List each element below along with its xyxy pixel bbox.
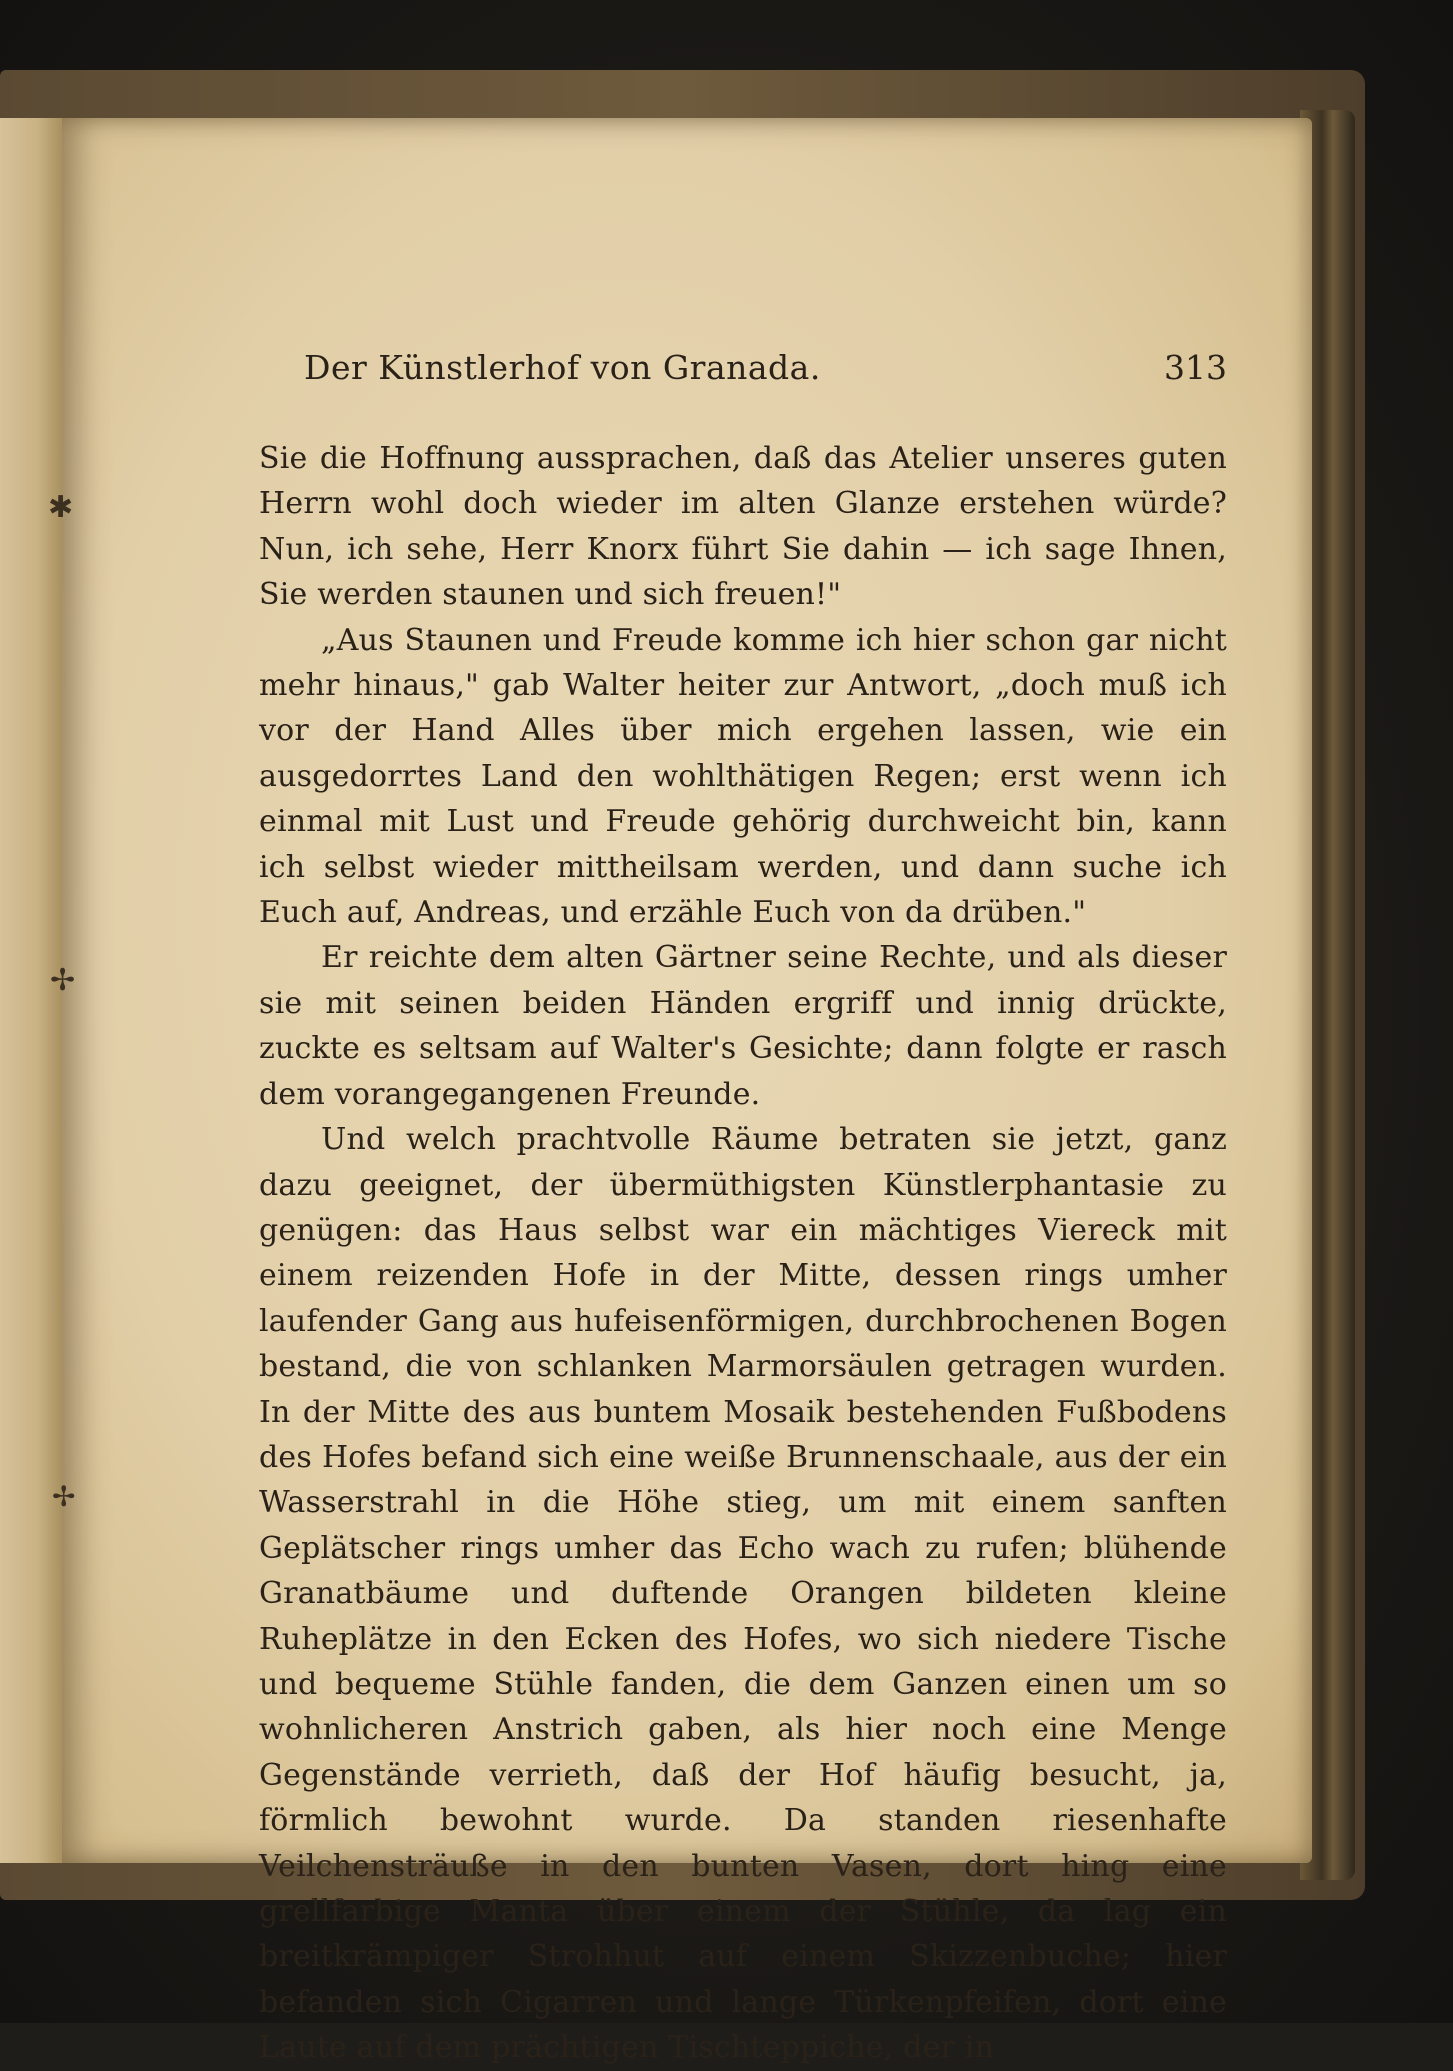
paragraph: „Aus Staunen und Freude komme ich hier schon gar nicht mehr hinaus," gab Walter heiter zur Antwort, „doch muß ich vor der Hand Alles über mich ergehen lassen, wie ein ausgedorrtes Land den wohlthätigen Regen; erst wenn ich einmal mit Lust und Freude gehörig durchweicht bin, kann ich selbst wieder mittheilsam werden, und dann suche ich Euch auf, Andreas, und erzähle Euch von da drüben." [259,622,1227,931]
book-page [48,118,1312,2066]
running-head [259,348,1227,398]
binding-thread-mark: ✢ [50,963,76,998]
page-number: 313 [1164,348,1227,387]
paragraph: Und welch prachtvolle Räume betraten sie jetzt, ganz dazu geeignet, der übermüthigsten Künstlerphantasie zu genügen: das Haus selbst war ein mächtiges Viereck mit einem reizenden Hofe in der Mitte, dessen rings umher laufender Gang aus hufeisenförmigen, durchbrochenen Bogen bestand, die von schlanken Marmorsäulen getragen wurden. In der Mitte des aus buntem Mosaik bestehenden Fußbodens des Hofes befand sich eine weiße Brunnenschaale, aus der ein Wasserstrahl in die Höhe stieg, um mit einem sanften Geplätscher rings umher das Echo wach zu rufen; blühende Granatbäume und duftende Orangen bildeten kleine Ruheplätze in den Ecken des Hofes, wo sich niedere Tische und bequeme Stühle fanden, die dem Ganzen einen um so wohnlicheren Anstrich gaben, als hier noch eine Menge Gegenstände verrieth, daß der Hof häufig besucht, ja, förmlich bewohnt wurde. Da standen riesenhafte Veilchensträuße in den bunten Vasen, dort hing eine grellfarbige Manta über einem der Stühle, da lag ein breitkrämpiger Strohhut auf einem Skizzenbuche; hier befanden sich Cigarren und lange Türkenpfeifen, dort eine Laute auf dem prächtigen Tischteppiche, der in [259,1122,1227,2066]
paragraph: Er reichte dem alten Gärtner seine Rechte, und als dieser sie mit seinen beiden Händen ergriff und innig drückte, zuckte es seltsam auf Walter's Gesichte; dann folgte er rasch dem vorangegangenen Freunde. [259,940,1227,1112]
body-text [259,436,1227,2071]
binding-thread-mark: ✢ [52,1480,76,1513]
running-title: Der Künstlerhof von Granada. [304,348,821,387]
paragraph: Sie die Hoffnung aussprachen, daß das Atelier unseres guten Herrn wohl doch wieder im alten Glanze erstehen würde? Nun, ich sehe, Herr Knorx führt Sie dahin — ich sage Ihnen, Sie werden staunen und sich freuen!" [259,441,1227,613]
binding-thread-mark: ✱ [48,490,74,525]
